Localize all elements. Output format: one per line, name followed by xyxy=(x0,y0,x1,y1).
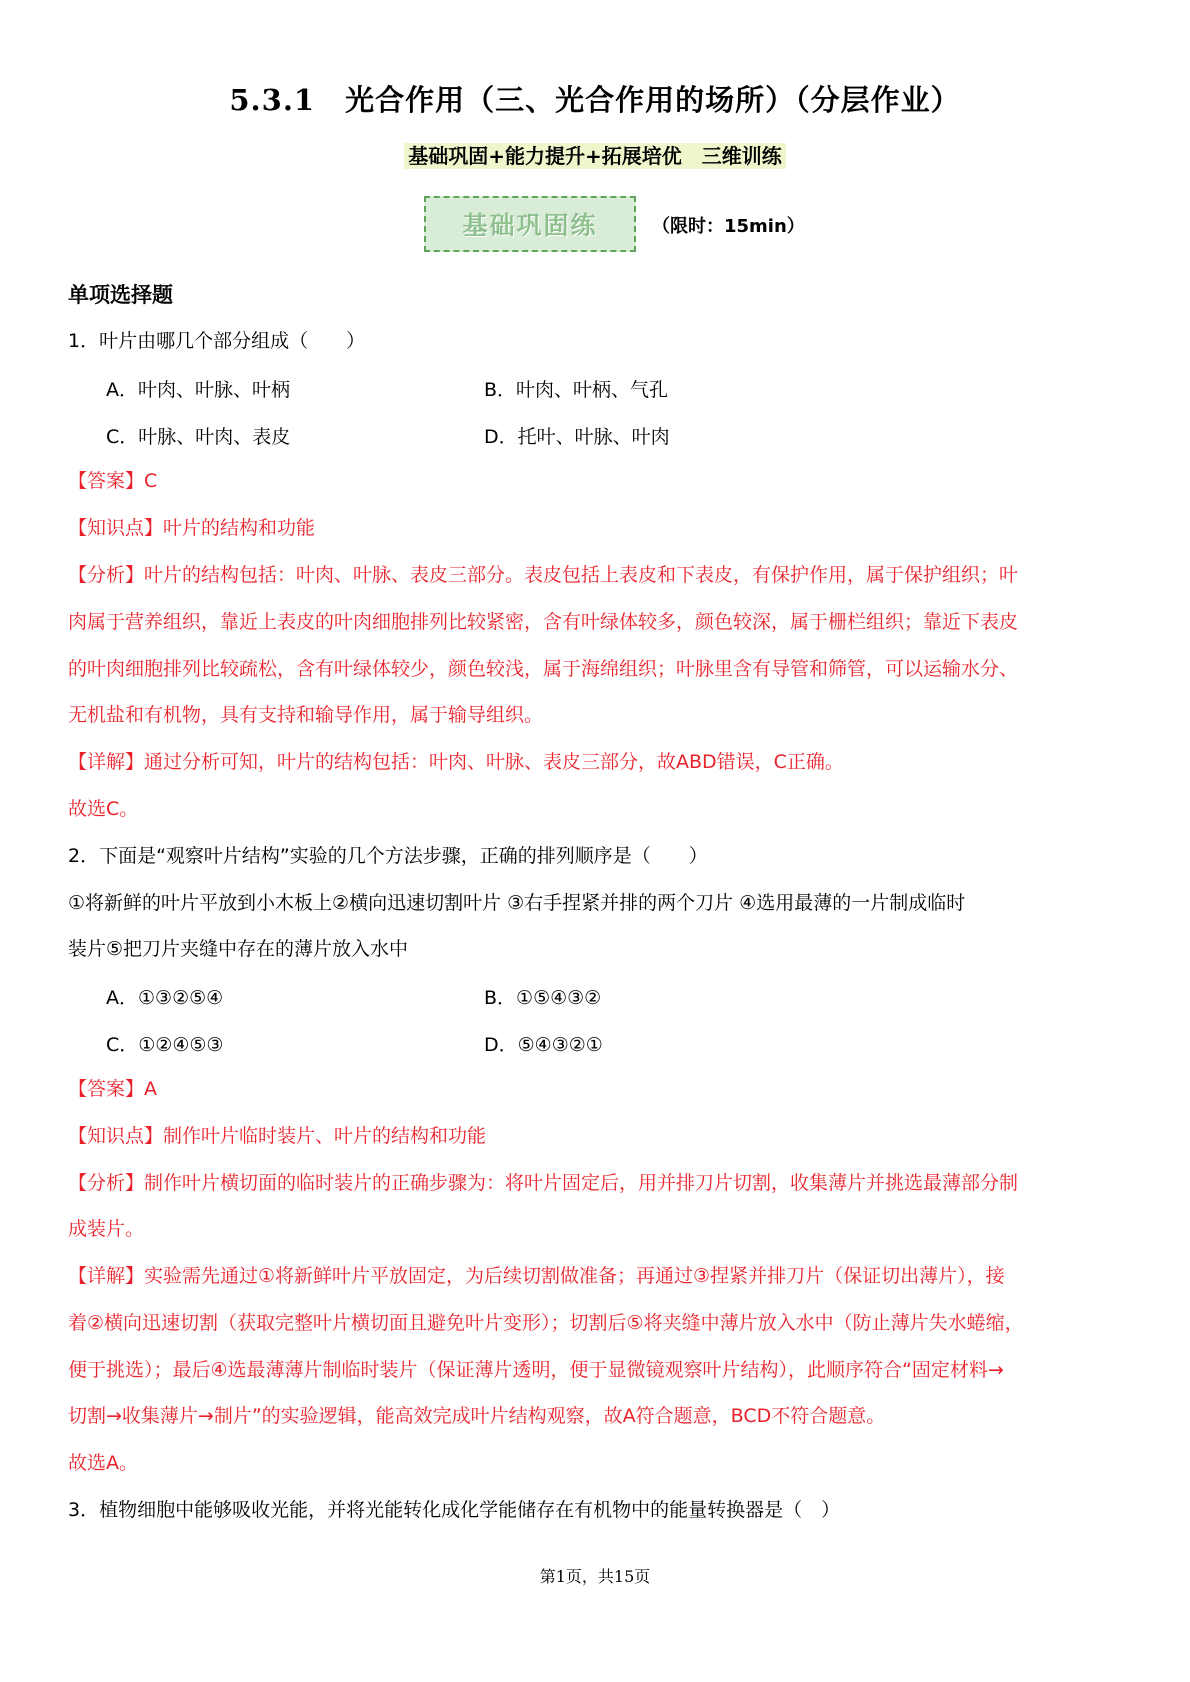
q2-knowledge: 【知识点】制作叶片临时装片、叶片的结构和功能 xyxy=(68,1125,487,1147)
q1-knowledge: 【知识点】叶片的结构和功能 xyxy=(68,517,316,539)
q2-detail-line: 着②横向迅速切割（获取完整叶片横切面且避免叶片变形）；切割后⑤将夹缝中薄片放入水中（防止薄片失水蜷缩， xyxy=(68,1312,1024,1334)
q2-option-c: C．①②④⑤③ xyxy=(106,1034,224,1056)
q2-option-b: B．①⑤④③② xyxy=(484,987,602,1009)
basic-practice-badge xyxy=(424,196,636,252)
q2-conclusion: 故选A。 xyxy=(68,1452,138,1474)
q2-steps-line: ①将新鲜的叶片平放到小木板上②横向迅速切割叶片 ③右手捏紧并排的两个刀片 ④选用最薄的一片制成临时 xyxy=(68,892,966,914)
subtitle xyxy=(0,140,1190,169)
page-footer: 第1页，共15页 xyxy=(539,1567,651,1586)
q2-option-d: D．⑤④③②① xyxy=(484,1034,603,1056)
q2-detail-line: 便于挑选）；最后④选最薄薄片制临时装片（保证薄片透明，便于显微镜观察叶片结构），此顺序符合“固定材料→ xyxy=(68,1359,1004,1381)
q1-analysis-line: 肉属于营养组织，靠近上表皮的叶肉细胞排列比较紧密，含有叶绿体较多，颜色较深，属于栅栏组织；靠近下表皮 xyxy=(68,611,1019,633)
subtitle-text: 基础巩固+能力提升+拓展培优 三维训练 xyxy=(404,143,786,169)
q1-stem: 1．叶片由哪几个部分组成（ ） xyxy=(68,330,366,352)
q1-option-b: B．叶肉、叶柄、气孔 xyxy=(484,379,669,401)
time-limit: （限时：15min） xyxy=(652,216,805,237)
q1-option-d: D．托叶、叶脉、叶肉 xyxy=(484,426,670,448)
q2-option-a: A．①③②⑤④ xyxy=(106,987,224,1009)
section-title: 单项选择题 xyxy=(68,283,173,307)
q2-analysis-line: 成装片。 xyxy=(68,1218,145,1240)
q2-stem: 2．下面是“观察叶片结构”实验的几个方法步骤，正确的排列顺序是（ ） xyxy=(68,845,708,867)
q2-analysis-line: 【分析】制作叶片横切面的临时装片的正确步骤为：将叶片固定后，用并排刀片切割，收集薄片并挑选最薄部分制 xyxy=(68,1172,1019,1194)
q1-detail: 【详解】通过分析可知，叶片的结构包括：叶肉、叶脉、表皮三部分，故ABD错误，C正确。 xyxy=(68,751,844,773)
q1-answer: 【答案】C xyxy=(68,470,158,492)
q1-analysis-line: 无机盐和有机物，具有支持和输导作用，属于输导组织。 xyxy=(68,704,544,726)
q2-detail-line: 【详解】实验需先通过①将新鲜叶片平放固定，为后续切割做准备；再通过③捏紧并排刀片（保证切出薄片），接 xyxy=(68,1265,1005,1287)
q1-conclusion: 故选C。 xyxy=(68,798,139,820)
badge-label: 基础巩固练 xyxy=(462,211,598,240)
q1-analysis-line: 【分析】叶片的结构包括：叶肉、叶脉、表皮三部分。表皮包括上表皮和下表皮，有保护作用，属于保护组织；叶 xyxy=(68,564,1019,586)
q2-detail-line: 切割→收集薄片→制片”的实验逻辑，能高效完成叶片结构观察，故A符合题意，BCD不符合题意。 xyxy=(68,1405,886,1427)
page-title: 5.3.1 光合作用（三、光合作用的场所）（分层作业） xyxy=(229,83,961,117)
q2-answer: 【答案】A xyxy=(68,1078,157,1100)
q1-analysis-line: 的叶肉细胞排列比较疏松，含有叶绿体较少，颜色较浅，属于海绵组织；叶脉里含有导管和筛管，可以运输水分、 xyxy=(68,658,1019,680)
q1-option-a: A．叶肉、叶脉、叶柄 xyxy=(106,379,290,401)
q3-stem: 3．植物细胞中能够吸收光能，并将光能转化成化学能储存在有机物中的能量转换器是（ ） xyxy=(68,1499,841,1521)
q2-steps-line: 装片⑤把刀片夹缝中存在的薄片放入水中 xyxy=(68,938,409,960)
q1-option-c: C．叶脉、叶肉、表皮 xyxy=(106,426,291,448)
